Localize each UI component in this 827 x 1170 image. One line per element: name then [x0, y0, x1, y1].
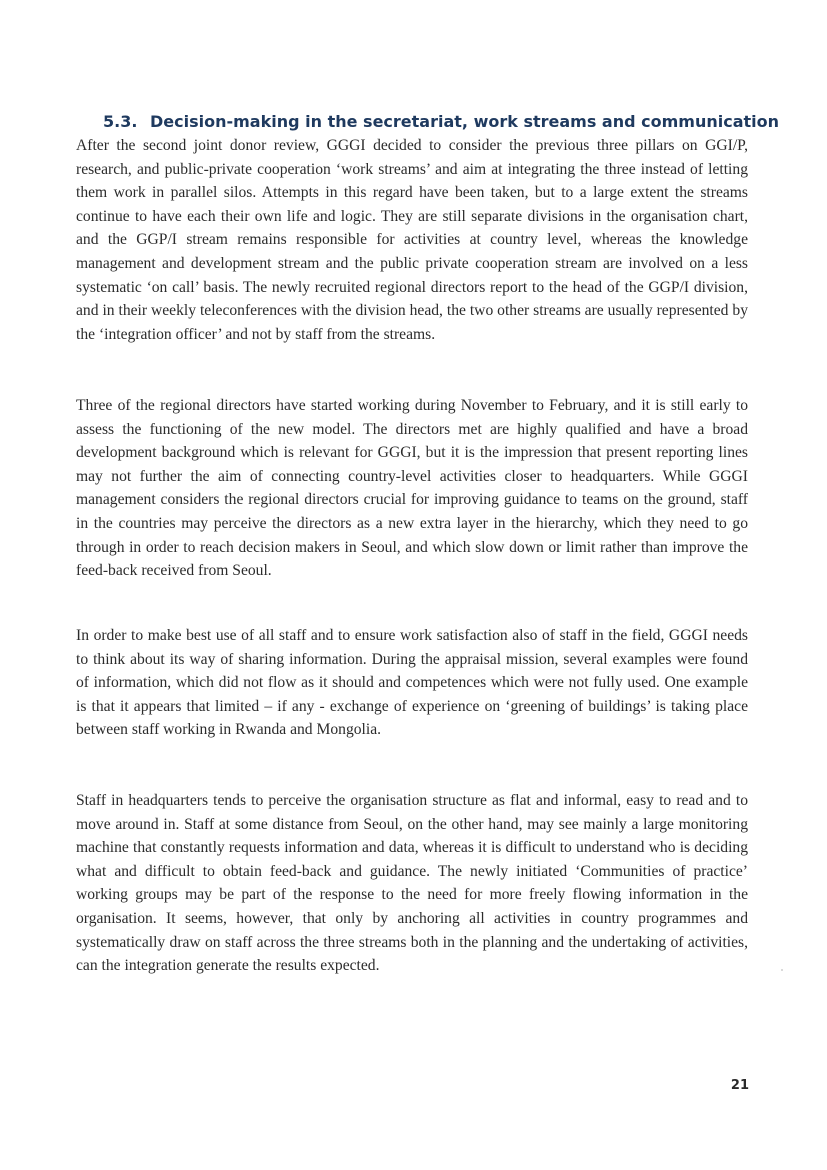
- paragraph-3: In order to make best use of all staff and to ensure work satisfaction also of staff in the field, GGGI needs to think about its way of sharing information. During the appraisal mission, several examples were found of information, which did not flow as it should and competences which were not fully used. One example is that it appears that limited – if any - exchange of experience on ‘greening of buildings’ is taking place between staff working in Rwanda and Mongolia.: [76, 627, 748, 739]
- section-title: Decision-making in the secretariat, work streams and communication: [150, 112, 780, 131]
- page-number: 21: [730, 1078, 749, 1093]
- section-number: 5.3.: [103, 112, 138, 131]
- scan-speck: [781, 969, 783, 971]
- paragraph-1: After the second joint donor review, GGGI decided to consider the previous three pillars on GGI/P, research, and public-private cooperation ‘work streams’ and aim at integrating the three instead of letting them work in parallel silos. Attempts in this regard have been taken, but to a large extent the streams continue to have each their own life and logic. They are still separate divisions in the organisation chart, and the GGP/I stream remains responsible for activities at country level, whereas the knowledge management and development stream and the public private cooperation stream are involved on a less systematic ‘on call’ basis. The newly recruited regional directors report to the head of the GGP/I division, and in their weekly teleconferences with the division head, the two other streams are usually represented by the ‘integration officer’ and not by staff from the streams.: [76, 137, 748, 343]
- paragraph-4: Staff in headquarters tends to perceive the organisation structure as flat and informal, easy to read and to move around in. Staff at some distance from Seoul, on the other hand, may see mainly a large monitoring machine that constantly requests information and data, whereas it is difficult to understand who is deciding what and difficult to obtain feed-back and guidance. The newly initiated ‘Communities of practice’ working groups may be part of the response to the need for more freely flowing information in the organisation. It seems, however, that only by anchoring all activities in country programmes and systematically draw on staff across the three streams both in the planning and the undertaking of activities, can the integration generate the results expected.: [76, 792, 748, 975]
- section-heading: [103, 110, 780, 134]
- paragraph-2: Three of the regional directors have started working during November to February, and it is still early to assess the functioning of the new model. The directors met are highly qualified and have a broad development background which is relevant for GGGI, but it is the impression that present reporting lines may not further the aim of connecting country-level activities closer to headquarters. While GGGI management considers the regional directors crucial for improving guidance to teams on the ground, staff in the countries may perceive the directors as a new extra layer in the hierarchy, which they need to go through in order to reach decision makers in Seoul, and which slow down or limit rather than improve the feed-back received from Seoul.: [76, 397, 748, 580]
